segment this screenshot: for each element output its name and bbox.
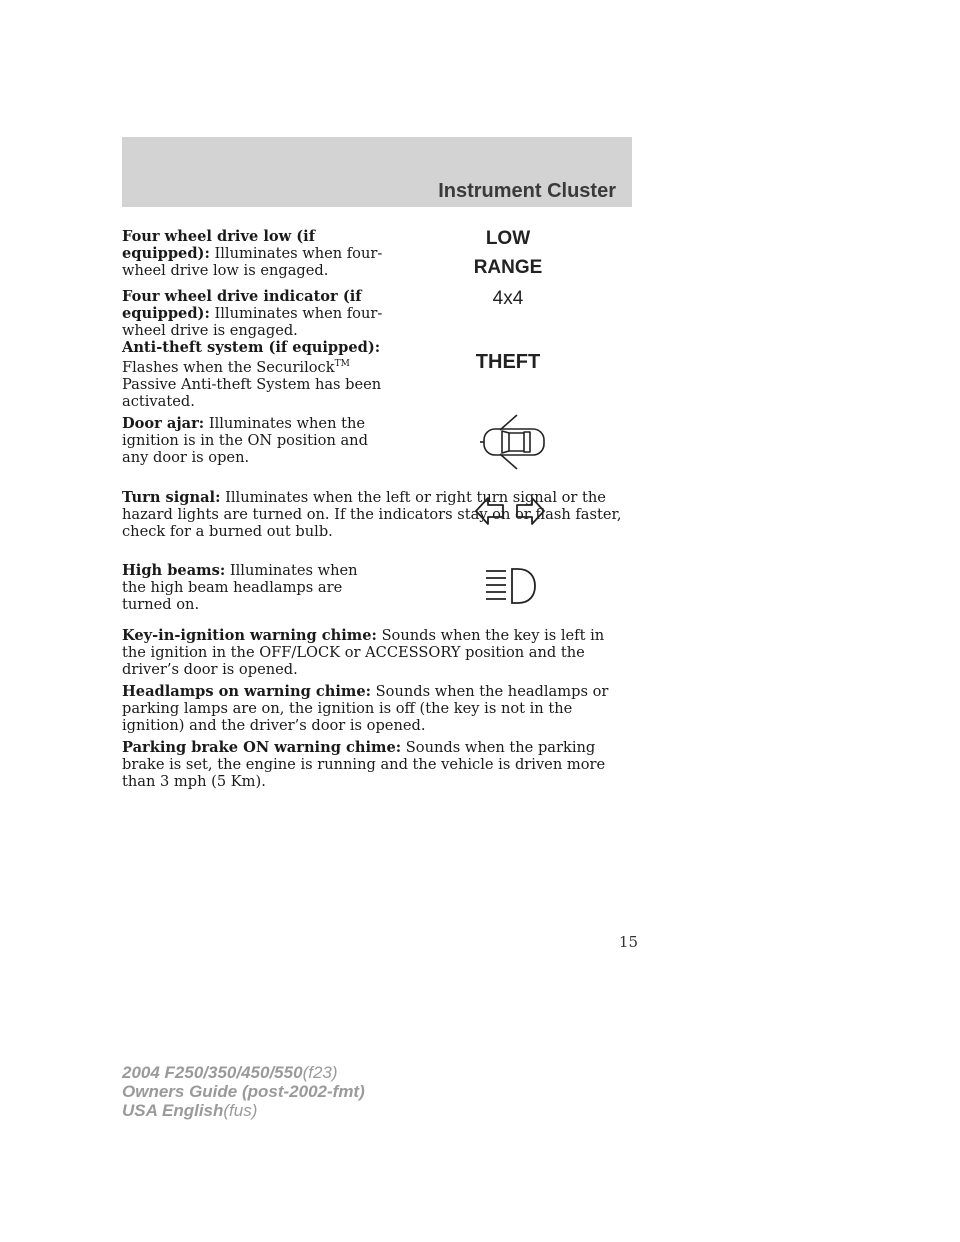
right-arrow-icon bbox=[517, 498, 544, 524]
item-text: Illuminates when the ignition is in the ON position and any door is open. bbox=[122, 415, 368, 466]
door-ajar-icon bbox=[478, 412, 548, 472]
item-turn-signal bbox=[122, 489, 632, 540]
item-term: Key-in-ignition warning chime: bbox=[122, 627, 377, 644]
item-parking-brake-chime bbox=[122, 739, 632, 790]
item-term: Door ajar: bbox=[122, 415, 205, 432]
high-beam-icon bbox=[484, 566, 538, 606]
left-arrow-icon bbox=[476, 498, 503, 524]
item-text: Illuminates when the high beam headlamps are turned on. bbox=[122, 562, 358, 613]
item-four-wheel-drive-low bbox=[122, 228, 384, 279]
item-text: Sounds when the key is left in the ignition in the OFF/LOCK or ACCESSORY position and the driver’s door is opened. bbox=[122, 627, 605, 678]
footer-language-code: (fus) bbox=[223, 1101, 258, 1120]
item-door-ajar bbox=[122, 415, 384, 466]
item-text: Sounds when the headlamps or parking lamps are on, the ignition is off (the key is not in the ignition) and the driver’s door is opened. bbox=[122, 683, 609, 734]
section-header-band bbox=[122, 137, 632, 207]
item-term: Four wheel drive low (if equipped): bbox=[122, 228, 315, 262]
item-text-after: Passive Anti-theft System has been activated. bbox=[122, 375, 382, 410]
low-range-icon bbox=[448, 224, 568, 282]
item-term: Four wheel drive indicator (if equipped): bbox=[122, 288, 362, 322]
footer-guide: Owners Guide (post-2002-fmt) bbox=[122, 1082, 365, 1101]
footer-line-2 bbox=[122, 1082, 365, 1101]
document-footer bbox=[122, 1063, 365, 1120]
item-text-before: Flashes when the Securilock bbox=[122, 358, 335, 376]
low-range-icon-line: RANGE bbox=[473, 257, 543, 278]
item-headlamps-on-chime bbox=[122, 683, 632, 734]
four-by-four-icon: 4x4 bbox=[492, 288, 524, 309]
item-text: Illuminates when four-wheel drive low is engaged. bbox=[122, 245, 383, 279]
item-text: Illuminates when four-wheel drive is engaged. bbox=[122, 305, 383, 339]
turn-signal-arrows-icon bbox=[474, 494, 546, 528]
footer-model: 2004 F250/350/450/550 bbox=[122, 1063, 303, 1082]
item-high-beams bbox=[122, 562, 384, 613]
item-key-in-ignition-chime bbox=[122, 627, 632, 678]
item-term: High beams: bbox=[122, 562, 226, 579]
theft-icon: THEFT bbox=[475, 351, 541, 373]
item-four-wheel-drive-indicator bbox=[122, 288, 384, 339]
footer-language: USA English bbox=[122, 1101, 224, 1120]
footer-line-1 bbox=[122, 1063, 365, 1082]
item-term: Turn signal: bbox=[122, 489, 221, 506]
low-range-icon-line: LOW bbox=[485, 228, 531, 249]
item-term: Anti-theft system (if equipped): bbox=[122, 339, 381, 356]
page-number: 15 bbox=[618, 933, 638, 951]
footer-line-3 bbox=[122, 1101, 365, 1120]
section-title: Instrument Cluster bbox=[438, 180, 616, 202]
item-text: Illuminates when the left or right turn signal or the hazard lights are turned on. If the indicators stay on or flash faster, check for a burned out bulb. bbox=[122, 489, 622, 540]
item-text: Sounds when the parking brake is set, the engine is running and the vehicle is driven more than 3 mph (5 Km). bbox=[122, 739, 606, 790]
item-term: Parking brake ON warning chime: bbox=[122, 739, 402, 756]
item-anti-theft bbox=[122, 339, 384, 410]
footer-model-code: (f23) bbox=[302, 1063, 338, 1082]
trademark-mark: TM bbox=[334, 359, 350, 369]
item-term: Headlamps on warning chime: bbox=[122, 683, 372, 700]
